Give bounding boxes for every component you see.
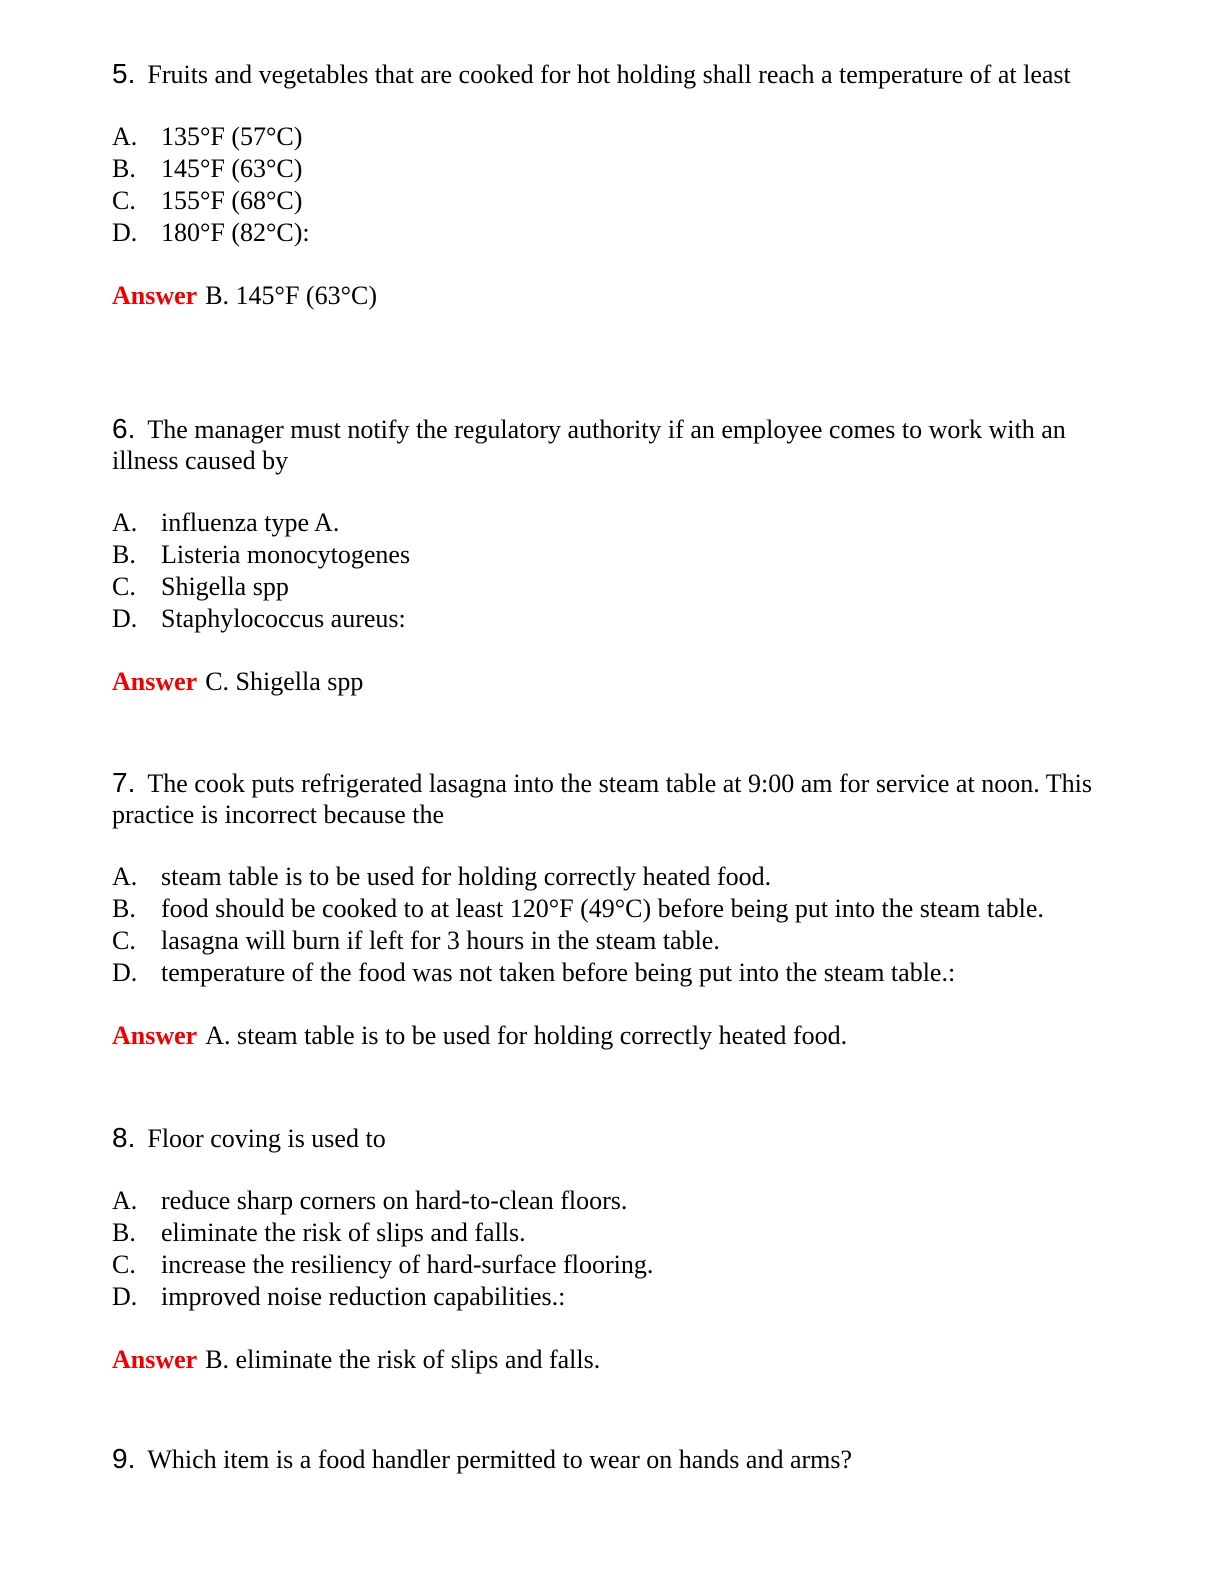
option-d	[112, 217, 1112, 249]
option-text: Staphylococcus aureus:	[161, 604, 406, 633]
answer-label: Answer	[112, 667, 198, 696]
option-c	[112, 925, 1112, 957]
option-c	[112, 185, 1112, 217]
question-9	[112, 1443, 1112, 1475]
option-text: Listeria monocytogenes	[161, 540, 411, 569]
option-a	[112, 121, 1112, 153]
option-c	[112, 571, 1112, 603]
option-text: 180°F (82°C):	[161, 218, 310, 247]
option-letter: A.	[112, 1186, 138, 1215]
option-text: 145°F (63°C)	[161, 154, 303, 183]
option-letter: D.	[112, 1282, 138, 1311]
option-letter: D.	[112, 958, 138, 987]
option-a	[112, 1185, 1112, 1217]
question-number: 6.	[112, 413, 136, 444]
question-6	[112, 413, 1112, 698]
question-number: 7.	[112, 767, 136, 798]
answer-label: Answer	[112, 281, 198, 310]
option-text: food should be cooked to at least 120°F (49°C) before being put into the steam table.	[161, 894, 1044, 923]
option-text: steam table is to be used for holding correctly heated food.	[161, 862, 772, 891]
option-letter: A.	[112, 122, 138, 151]
question-number: 9.	[112, 1443, 136, 1474]
option-text: reduce sharp corners on hard-to-clean floors.	[161, 1186, 628, 1215]
question-text	[112, 1443, 1112, 1475]
option-letter: C.	[112, 926, 136, 955]
option-text: Shigella spp	[161, 572, 289, 601]
question-number: 5.	[112, 58, 136, 89]
option-letter: B.	[112, 1218, 136, 1247]
option-text: increase the resiliency of hard-surface flooring.	[161, 1250, 654, 1279]
question-number: 8.	[112, 1122, 136, 1153]
answer-line	[112, 280, 1112, 312]
question-8	[112, 1122, 1112, 1376]
question-text	[112, 1122, 1112, 1154]
option-b	[112, 1217, 1112, 1249]
option-d	[112, 1281, 1112, 1313]
question-prompt: Floor coving is used to	[147, 1124, 386, 1153]
option-b	[112, 893, 1112, 925]
option-text: 135°F (57°C)	[161, 122, 303, 151]
option-d	[112, 603, 1112, 635]
answer-text: B. eliminate the risk of slips and falls.	[205, 1345, 601, 1374]
option-text: influenza type A.	[161, 508, 340, 537]
question-prompt: Which item is a food handler permitted to wear on hands and arms?	[147, 1445, 853, 1474]
options-list	[112, 861, 1112, 989]
answer-text: A. steam table is to be used for holding correctly heated food.	[205, 1021, 848, 1050]
answer-line	[112, 1344, 1112, 1376]
options-list	[112, 121, 1112, 249]
answer-text: B. 145°F (63°C)	[205, 281, 377, 310]
option-a	[112, 507, 1112, 539]
option-b	[112, 539, 1112, 571]
question-prompt: Fruits and vegetables that are cooked for hot holding shall reach a temperature of at least	[147, 60, 1071, 89]
option-letter: C.	[112, 572, 136, 601]
option-letter: C.	[112, 1250, 136, 1279]
option-c	[112, 1249, 1112, 1281]
answer-text: C. Shigella spp	[205, 667, 364, 696]
option-letter: B.	[112, 154, 136, 183]
option-text: temperature of the food was not taken before being put into the steam table.:	[161, 958, 956, 987]
options-list	[112, 507, 1112, 635]
option-text: 155°F (68°C)	[161, 186, 303, 215]
question-prompt: The cook puts refrigerated lasagna into the steam table at 9:00 am for service at noon. This practice is incorrect because the	[112, 769, 1092, 829]
option-letter: C.	[112, 186, 136, 215]
option-letter: B.	[112, 540, 136, 569]
answer-line	[112, 666, 1112, 698]
answer-label: Answer	[112, 1021, 198, 1050]
option-text: improved noise reduction capabilities.:	[161, 1282, 566, 1311]
question-text	[112, 413, 1112, 476]
option-text: lasagna will burn if left for 3 hours in the steam table.	[161, 926, 720, 955]
option-letter: D.	[112, 604, 138, 633]
question-5	[112, 58, 1112, 312]
question-text	[112, 767, 1112, 830]
answer-line	[112, 1020, 1112, 1052]
option-text: eliminate the risk of slips and falls.	[161, 1218, 526, 1247]
option-d	[112, 957, 1112, 989]
option-a	[112, 861, 1112, 893]
question-text	[112, 58, 1112, 90]
answer-label: Answer	[112, 1345, 198, 1374]
options-list	[112, 1185, 1112, 1313]
question-prompt: The manager must notify the regulatory authority if an employee comes to work with an illness caused by	[112, 415, 1066, 475]
option-letter: A.	[112, 862, 138, 891]
option-letter: A.	[112, 508, 138, 537]
question-7	[112, 767, 1112, 1052]
option-letter: B.	[112, 894, 136, 923]
option-letter: D.	[112, 218, 138, 247]
option-b	[112, 153, 1112, 185]
